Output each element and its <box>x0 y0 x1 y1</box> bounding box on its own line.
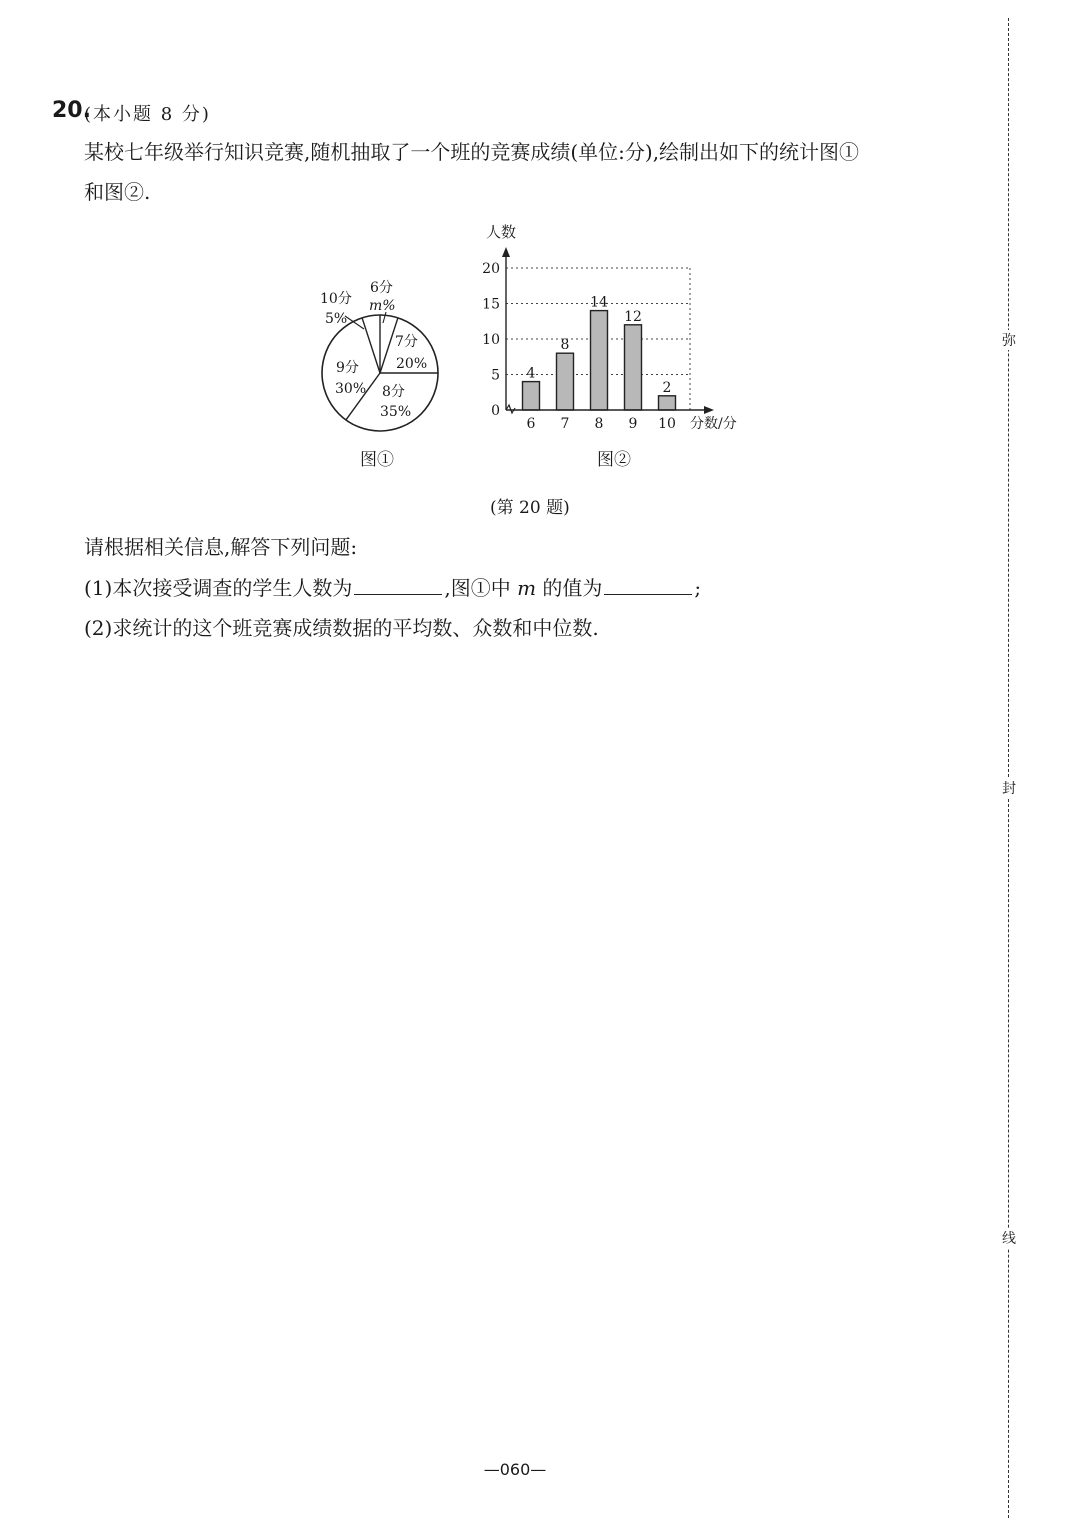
pie-value-7: 20% <box>396 356 428 372</box>
bar-ytick-label: 10 <box>482 332 500 348</box>
q1-text-c: 的值为 <box>542 576 603 600</box>
bar-caption: 图② <box>597 450 631 470</box>
bar-ytick-label: 15 <box>482 296 500 313</box>
pie-divider <box>362 318 380 373</box>
bar-7 <box>557 353 574 410</box>
answer-blank-2[interactable] <box>604 572 692 595</box>
seal-char-3: 线 <box>998 1228 1020 1248</box>
pie-label-6: 6分 <box>370 280 393 296</box>
figure-caption: (第 20 题) <box>490 498 570 518</box>
pie-caption: 图① <box>360 450 394 470</box>
bar-ylabel: 人数 <box>486 223 517 241</box>
bar-y-arrow <box>502 247 510 257</box>
bar-value-label: 8 <box>560 337 570 354</box>
question-number: 20. <box>52 98 91 123</box>
bar-xtick-label: 6 <box>526 416 536 432</box>
q1-variable: m <box>517 576 537 600</box>
bar-ytick-label: 5 <box>491 367 500 384</box>
pie-value-6: m% <box>369 298 396 314</box>
question-part-2: (2)求统计的这个班竞赛成绩数据的平均数、众数和中位数. <box>84 616 599 640</box>
pie-chart <box>320 280 438 470</box>
q1-text-b: ,图①中 <box>444 576 511 600</box>
question-intro-line2: 和图②. <box>84 180 151 204</box>
bar-value-label: 2 <box>662 379 672 396</box>
seal-char-1: 弥 <box>998 330 1020 350</box>
bar-10 <box>659 396 676 410</box>
q1-text-a: (1)本次接受调查的学生人数为 <box>84 576 353 600</box>
bar-xtick-label: 10 <box>658 416 676 432</box>
bar-xtick-label: 7 <box>560 416 570 432</box>
bar-value-label: 14 <box>590 294 608 311</box>
pie-value-9: 30% <box>335 381 367 397</box>
bar-6 <box>523 382 540 410</box>
bar-x-arrow <box>704 406 714 414</box>
bar-ytick-label: 20 <box>482 261 500 277</box>
bar-chart <box>482 223 737 470</box>
bar-xtick-label: 8 <box>594 416 604 432</box>
pie-value-10: 5% <box>325 311 348 327</box>
question-prompt: 请根据相关信息,解答下列问题: <box>84 535 358 559</box>
bar-8 <box>591 311 608 410</box>
bar-xlabel: 分数/分 <box>690 416 737 432</box>
bar-9 <box>625 325 642 410</box>
bar-xtick-label: 9 <box>628 416 638 432</box>
question-intro-line1: 某校七年级举行知识竞赛,随机抽取了一个班的竞赛成绩(单位:分),绘制出如下的统计图① <box>84 140 860 164</box>
pie-value-8: 35% <box>380 404 412 420</box>
bar-value-label: 4 <box>526 365 536 382</box>
figure-charts <box>300 215 760 475</box>
bar-ytick-label: 0 <box>491 403 500 419</box>
page-number: —060— <box>483 1460 547 1479</box>
seal-line <box>1008 18 1009 1518</box>
axis-break-mark <box>506 405 515 413</box>
question-points: (本小题 8 分) <box>84 104 211 125</box>
pie-label-9: 9分 <box>336 360 359 376</box>
seal-char-2: 封 <box>998 778 1020 798</box>
q1-text-end: ; <box>694 576 702 600</box>
question-part-1 <box>84 572 701 603</box>
pie-label-8: 8分 <box>382 384 405 400</box>
bar-value-label: 12 <box>624 308 642 325</box>
answer-blank-1[interactable] <box>354 572 442 595</box>
pie-label-10: 10分 <box>320 291 352 307</box>
pie-label-7: 7分 <box>395 334 418 350</box>
